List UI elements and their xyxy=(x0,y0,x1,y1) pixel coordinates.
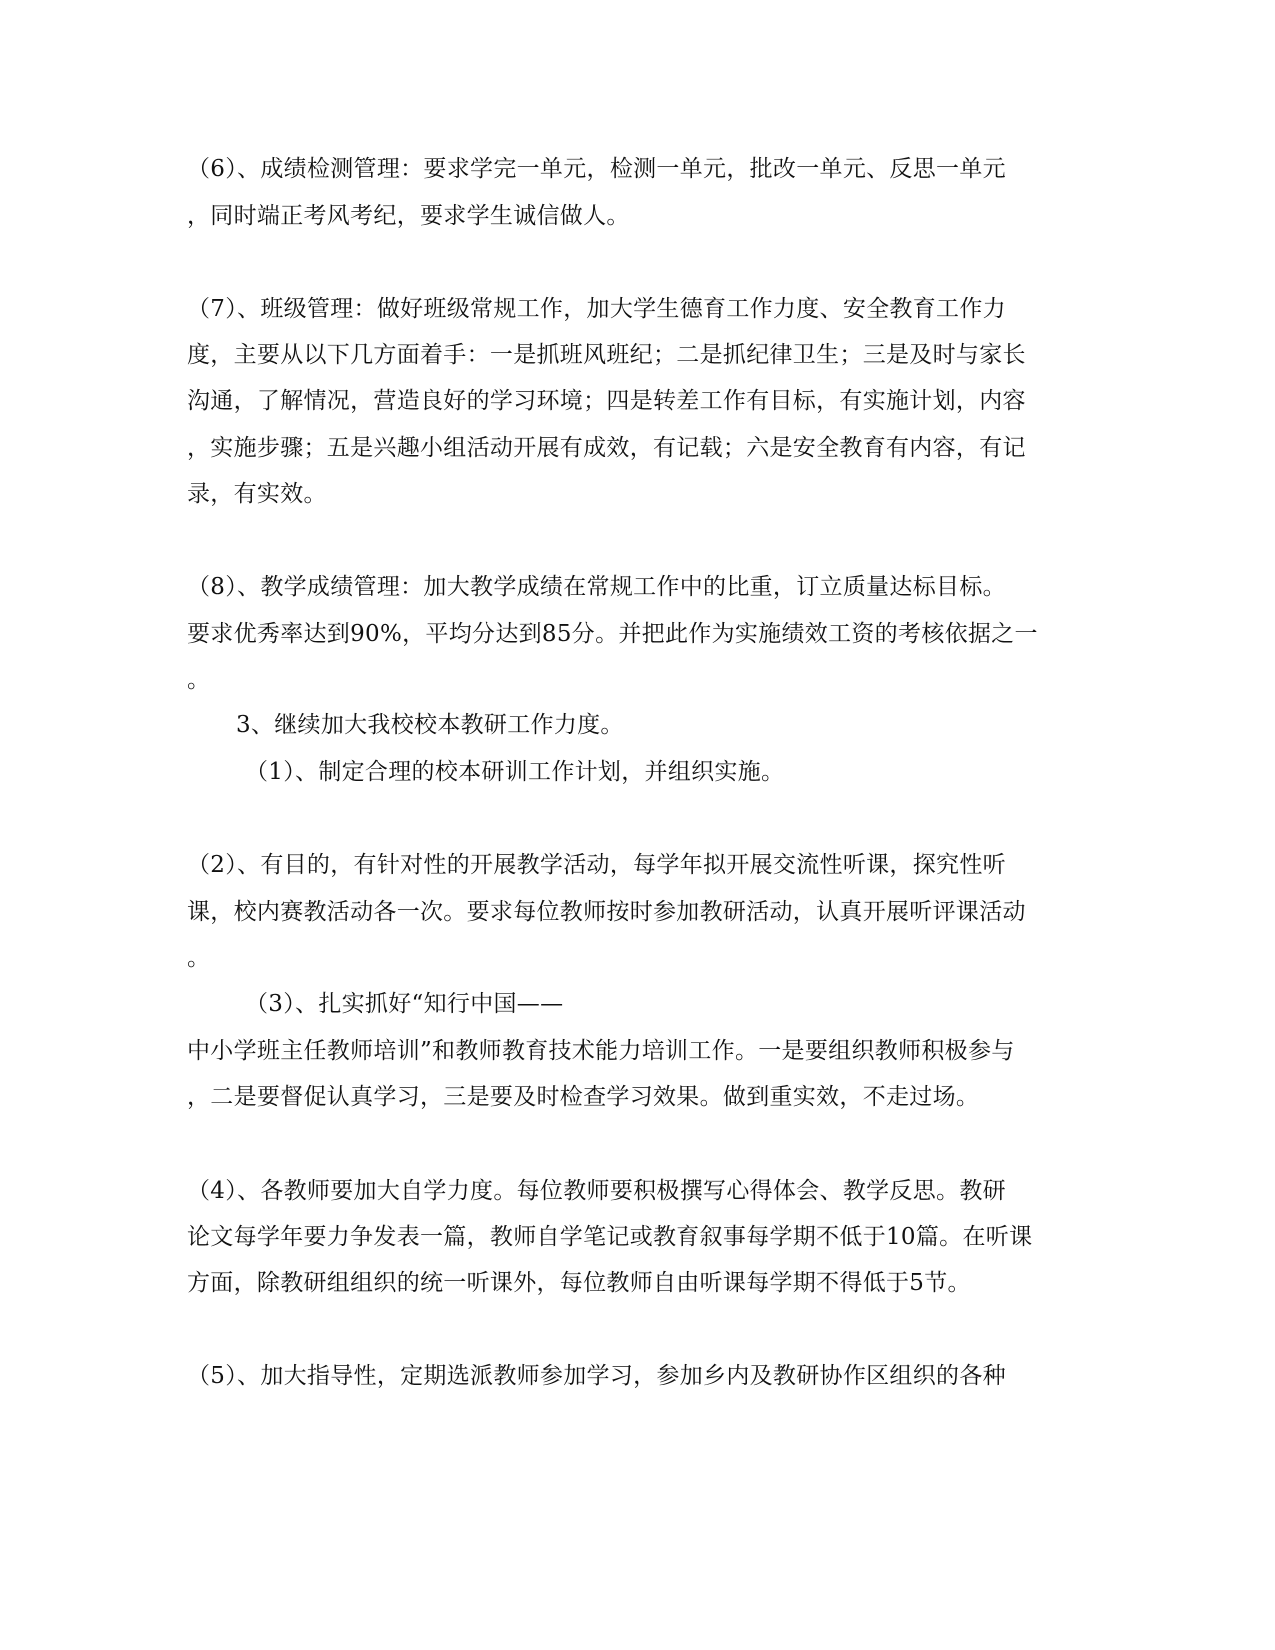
paragraph-8-line-1: （8）、教学成绩管理：加大教学成绩在常规工作中的比重，订立质量达标目标。 xyxy=(187,574,1006,600)
paragraph-7-line-4: ，实施步骤；五是兴趣小组活动开展有成效，有记载；六是安全教育有内容，有记 xyxy=(187,435,1026,461)
section-3-item-4-line-2: 论文每学年要力争发表一篇，教师自学笔记或教育叙事每学期不低于10篇。在听课 xyxy=(187,1224,1033,1250)
section-3-item-5-line-1: （5）、加大指导性，定期选派教师参加学习，参加乡内及教研协作区组织的各种 xyxy=(187,1363,1006,1389)
section-3-item-3-line-1: （3）、扎实抓好“知行中国—— xyxy=(245,991,564,1017)
section-3-heading: 3、继续加大我校校本教研工作力度。 xyxy=(236,712,624,738)
paragraph-7-line-1: （7）、班级管理：做好班级常规工作，加大学生德育工作力度、安全教育工作力 xyxy=(187,296,1006,322)
paragraph-7-line-2: 度，主要从以下几方面着手：一是抓班风班纪；二是抓纪律卫生；三是及时与家长 xyxy=(187,342,1026,368)
paragraph-8-line-2: 要求优秀率达到90%，平均分达到85分。并把此作为实施绩效工资的考核依据之一 xyxy=(187,621,1038,647)
paragraph-6-line-2: ，同时端正考风考纪，要求学生诚信做人。 xyxy=(187,203,630,229)
section-3-item-3-line-2: 中小学班主任教师培训”和教师教育技术能力培训工作。一是要组织教师积极参与 xyxy=(187,1038,1015,1064)
section-3-item-2-line-1: （2）、有目的，有针对性的开展教学活动，每学年拟开展交流性听课，探究性听 xyxy=(187,852,1006,878)
section-3-item-1: （1）、制定合理的校本研训工作计划，并组织实施。 xyxy=(245,759,785,785)
section-3-item-4-line-1: （4）、各教师要加大自学力度。每位教师要积极撰写心得体会、教学反思。教研 xyxy=(187,1178,1006,1204)
paragraph-6-line-1: （6）、成绩检测管理：要求学完一单元，检测一单元，批改一单元、反思一单元 xyxy=(187,156,1006,182)
section-3-item-4-line-3: 方面，除教研组组织的统一听课外，每位教师自由听课每学期不得低于5节。 xyxy=(187,1270,971,1296)
section-3-item-3-line-3: ，二是要督促认真学习，三是要及时检查学习效果。做到重实效，不走过场。 xyxy=(187,1084,980,1110)
paragraph-8-line-3: 。 xyxy=(187,667,211,693)
section-3-item-2-line-3: 。 xyxy=(187,945,211,971)
section-3-item-2-line-2: 课，校内赛教活动各一次。要求每位教师按时参加教研活动，认真开展听评课活动 xyxy=(187,899,1026,925)
paragraph-7-line-5: 录，有实效。 xyxy=(187,481,327,507)
paragraph-7-line-3: 沟通，了解情况，营造良好的学习环境；四是转差工作有目标，有实施计划，内容 xyxy=(187,388,1026,414)
